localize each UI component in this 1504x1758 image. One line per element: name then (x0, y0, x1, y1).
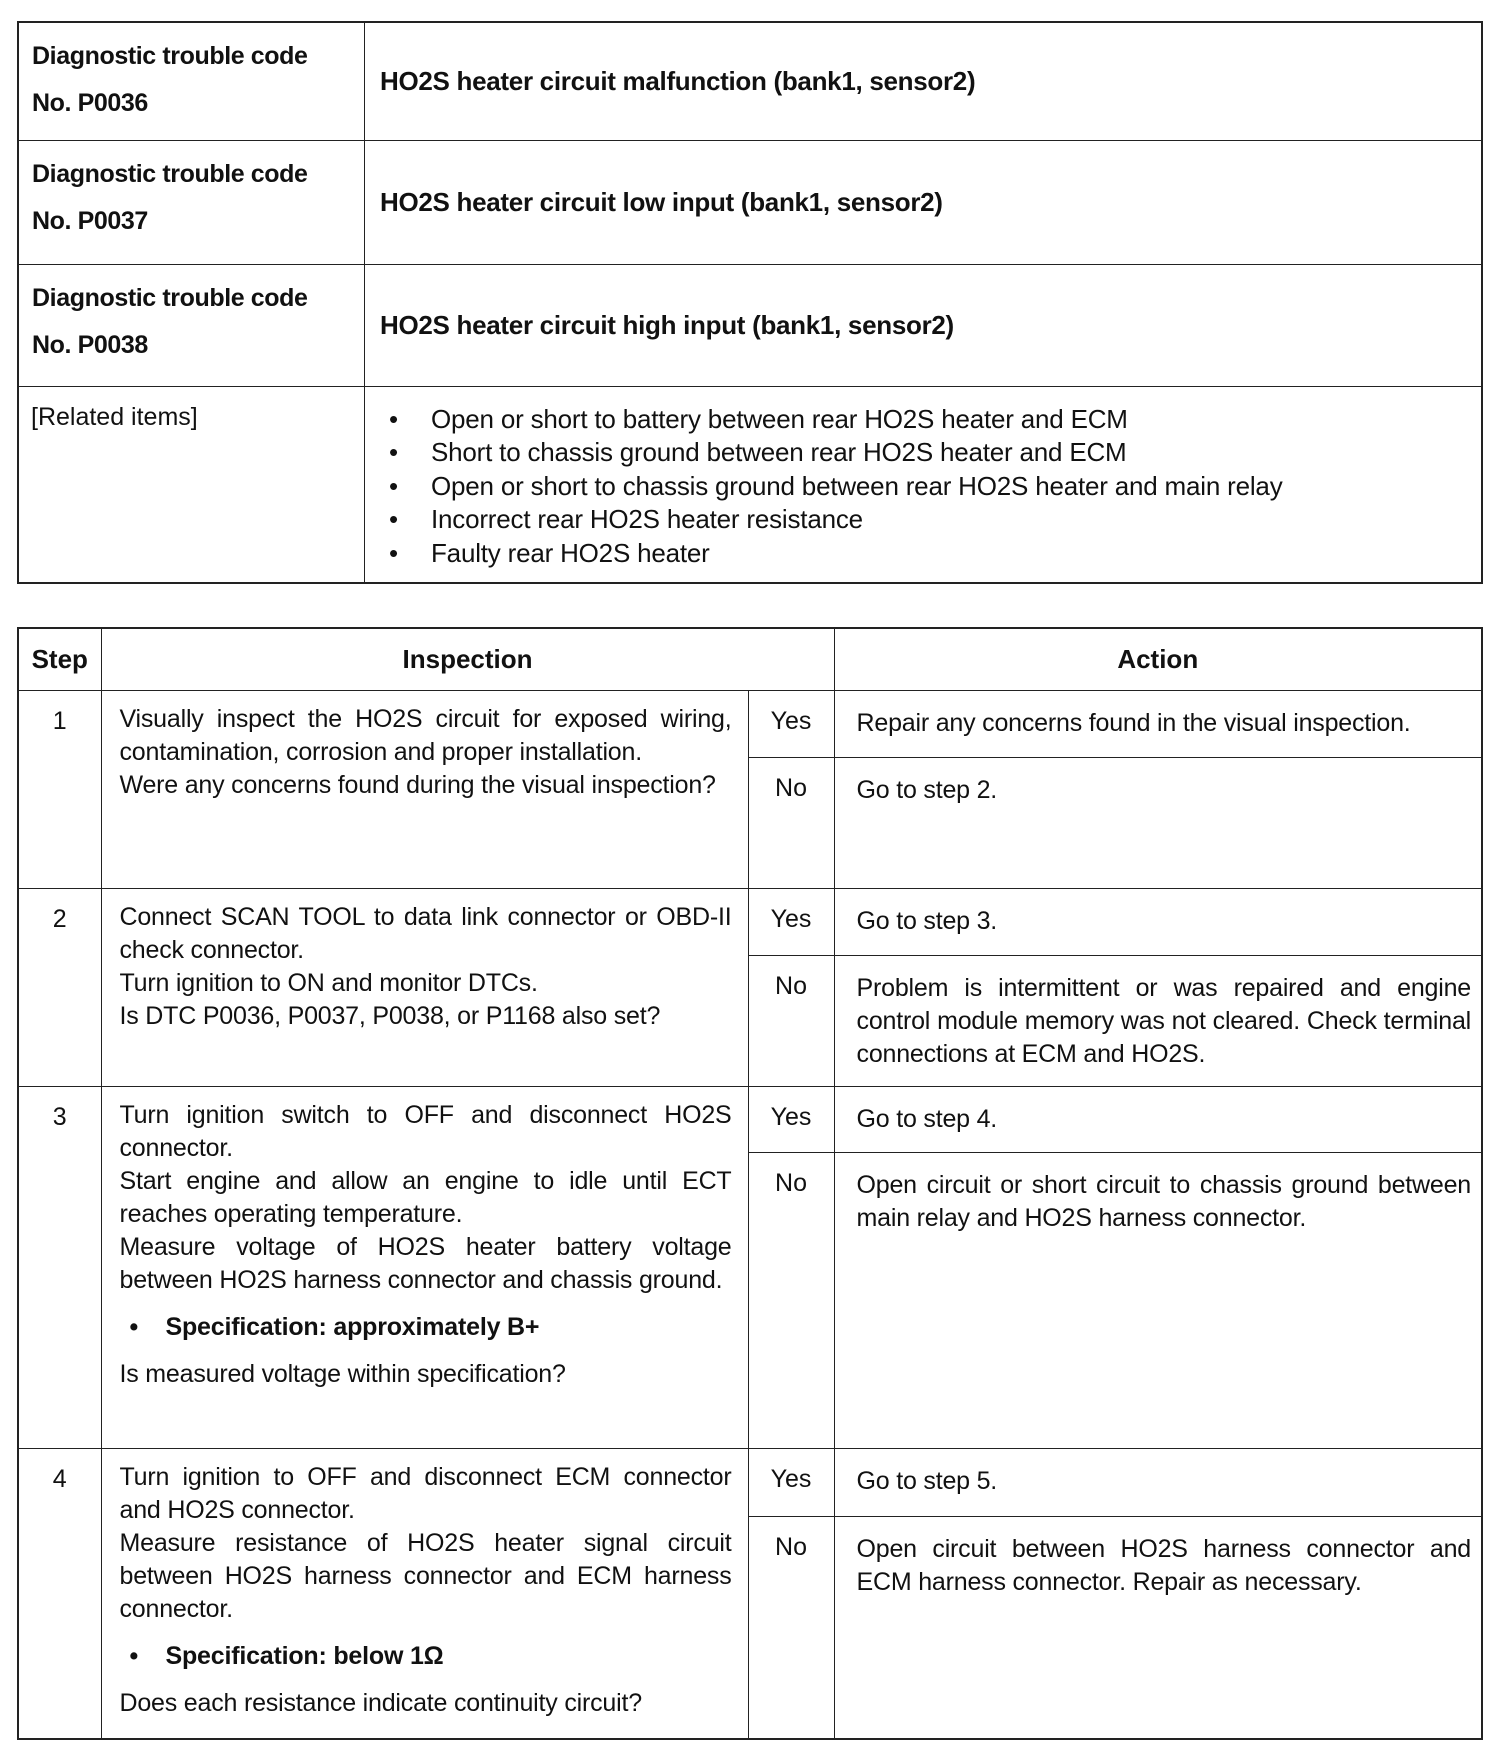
inspection-line: Turn ignition to ON and monitor DTCs. (119, 969, 538, 997)
dtc-row (18, 264, 1482, 386)
step-number: 1 (18, 691, 101, 889)
dtc-code-cell (18, 264, 365, 386)
inspection-header: Inspection (101, 628, 834, 691)
step-header: Step (18, 628, 101, 691)
related-item-text: Incorrect rear HO2S heater resistance (431, 504, 863, 534)
inspection-text (101, 1449, 748, 1739)
related-items-cell (365, 386, 1483, 583)
table-row (18, 1087, 1482, 1153)
dtc-label: Diagnostic trouble code (32, 159, 308, 188)
dtc-code-cell (18, 22, 365, 140)
no-label: No (748, 956, 834, 1087)
step-number: 4 (18, 1449, 101, 1739)
inspection-text (101, 889, 748, 1087)
inspection-line: Start engine and allow an engine to idle until ECT reaches operating temperature. (119, 1167, 732, 1228)
inspection-line: Turn ignition to OFF and disconnect ECM connector and HO2S connector. (119, 1463, 732, 1524)
table-row (18, 691, 1482, 758)
dtc-code-cell (18, 140, 365, 264)
related-item-text: Open or short to chassis ground between rear HO2S heater and main relay (431, 470, 1283, 501)
no-action: Open circuit between HO2S harness connector and ECM harness connector. Repair as necessary. (834, 1517, 1482, 1739)
step-number: 2 (18, 889, 101, 1087)
dtc-label: Diagnostic trouble code (32, 283, 308, 312)
yes-action: Repair any concerns found in the visual inspection. (834, 691, 1482, 758)
yes-label: Yes (748, 1449, 834, 1517)
specification-text: Specification: below 1Ω (165, 1642, 444, 1670)
list-item (377, 503, 1467, 537)
no-action: Go to step 2. (834, 758, 1482, 889)
specification (120, 1311, 732, 1344)
dtc-label: Diagnostic trouble code (32, 42, 308, 70)
list-item (377, 537, 1467, 571)
inspection-line: Measure voltage of HO2S heater battery voltage between HO2S harness connector and chassis ground. (119, 1233, 732, 1294)
bullet-icon: • (129, 1642, 139, 1670)
related-item-text: Open or short to battery between rear HO2S heater and ECM (431, 403, 1128, 434)
bullet-icon: • (389, 504, 398, 534)
specification (120, 1640, 732, 1673)
yes-label: Yes (748, 691, 834, 758)
yes-action: Go to step 5. (834, 1449, 1482, 1517)
dtc-row (18, 22, 1482, 140)
dtc-description: HO2S heater circuit malfunction (bank1, sensor2) (365, 22, 1483, 140)
inspection-line: Were any concerns found during the visual inspection? (119, 771, 716, 799)
no-action: Open circuit or short circuit to chassis ground between main relay and HO2S harness connector. (834, 1153, 1482, 1449)
dtc-code: No. P0036 (32, 89, 148, 117)
related-items-label: [Related items] (18, 386, 365, 583)
bullet-icon: • (129, 1313, 139, 1341)
related-item-text: Faulty rear HO2S heater (431, 537, 710, 568)
inspection-line: Connect SCAN TOOL to data link connector or OBD-II check connector. (119, 903, 732, 964)
table-header-row (18, 628, 1482, 691)
step-number: 3 (18, 1087, 101, 1449)
no-label: No (748, 1153, 834, 1449)
dtc-table (17, 21, 1483, 584)
dtc-code: No. P0037 (32, 206, 148, 235)
yes-label: Yes (748, 889, 834, 956)
related-items-row (18, 386, 1482, 583)
table-row (18, 1449, 1482, 1517)
yes-action: Go to step 4. (834, 1087, 1482, 1153)
inspection-line: Visually inspect the HO2S circuit for exposed wiring, contamination, corrosion and proper installation. (119, 705, 732, 766)
inspection-text (101, 1087, 748, 1449)
bullet-icon: • (389, 437, 398, 467)
inspection-text (101, 691, 748, 889)
yes-label: Yes (748, 1087, 834, 1153)
dtc-row (18, 140, 1482, 264)
dtc-description: HO2S heater circuit high input (bank1, sensor2) (365, 264, 1483, 386)
inspection-question: Is measured voltage within specification? (119, 1360, 566, 1388)
dtc-description: HO2S heater circuit low input (bank1, sensor2) (365, 140, 1483, 264)
related-item-text: Short to chassis ground between rear HO2S heater and ECM (431, 437, 1127, 467)
list-item (377, 436, 1467, 470)
table-row (18, 889, 1482, 956)
inspection-question: Does each resistance indicate continuity circuit? (119, 1689, 642, 1717)
inspection-line: Is DTC P0036, P0037, P0038, or P1168 also set? (119, 1002, 661, 1030)
dtc-code: No. P0038 (32, 330, 148, 359)
list-item (377, 470, 1467, 504)
inspection-line: Turn ignition switch to OFF and disconnect HO2S connector. (119, 1101, 732, 1162)
action-header: Action (834, 628, 1482, 691)
yes-action: Go to step 3. (834, 889, 1482, 956)
no-action: Problem is intermittent or was repaired and engine control module memory was not cleared. Check terminal connections at ECM and HO2S. (834, 956, 1482, 1087)
no-label: No (748, 758, 834, 889)
bullet-icon: • (389, 470, 398, 501)
inspection-line: Measure resistance of HO2S heater signal circuit between HO2S harness connector and ECM harness connector. (119, 1529, 732, 1623)
related-items-list (377, 403, 1467, 571)
inspection-step-table (17, 627, 1483, 1740)
bullet-icon: • (389, 537, 398, 568)
bullet-icon: • (389, 403, 398, 434)
list-item (377, 403, 1467, 437)
no-label: No (748, 1517, 834, 1739)
specification-text: Specification: approximately B+ (165, 1313, 540, 1341)
